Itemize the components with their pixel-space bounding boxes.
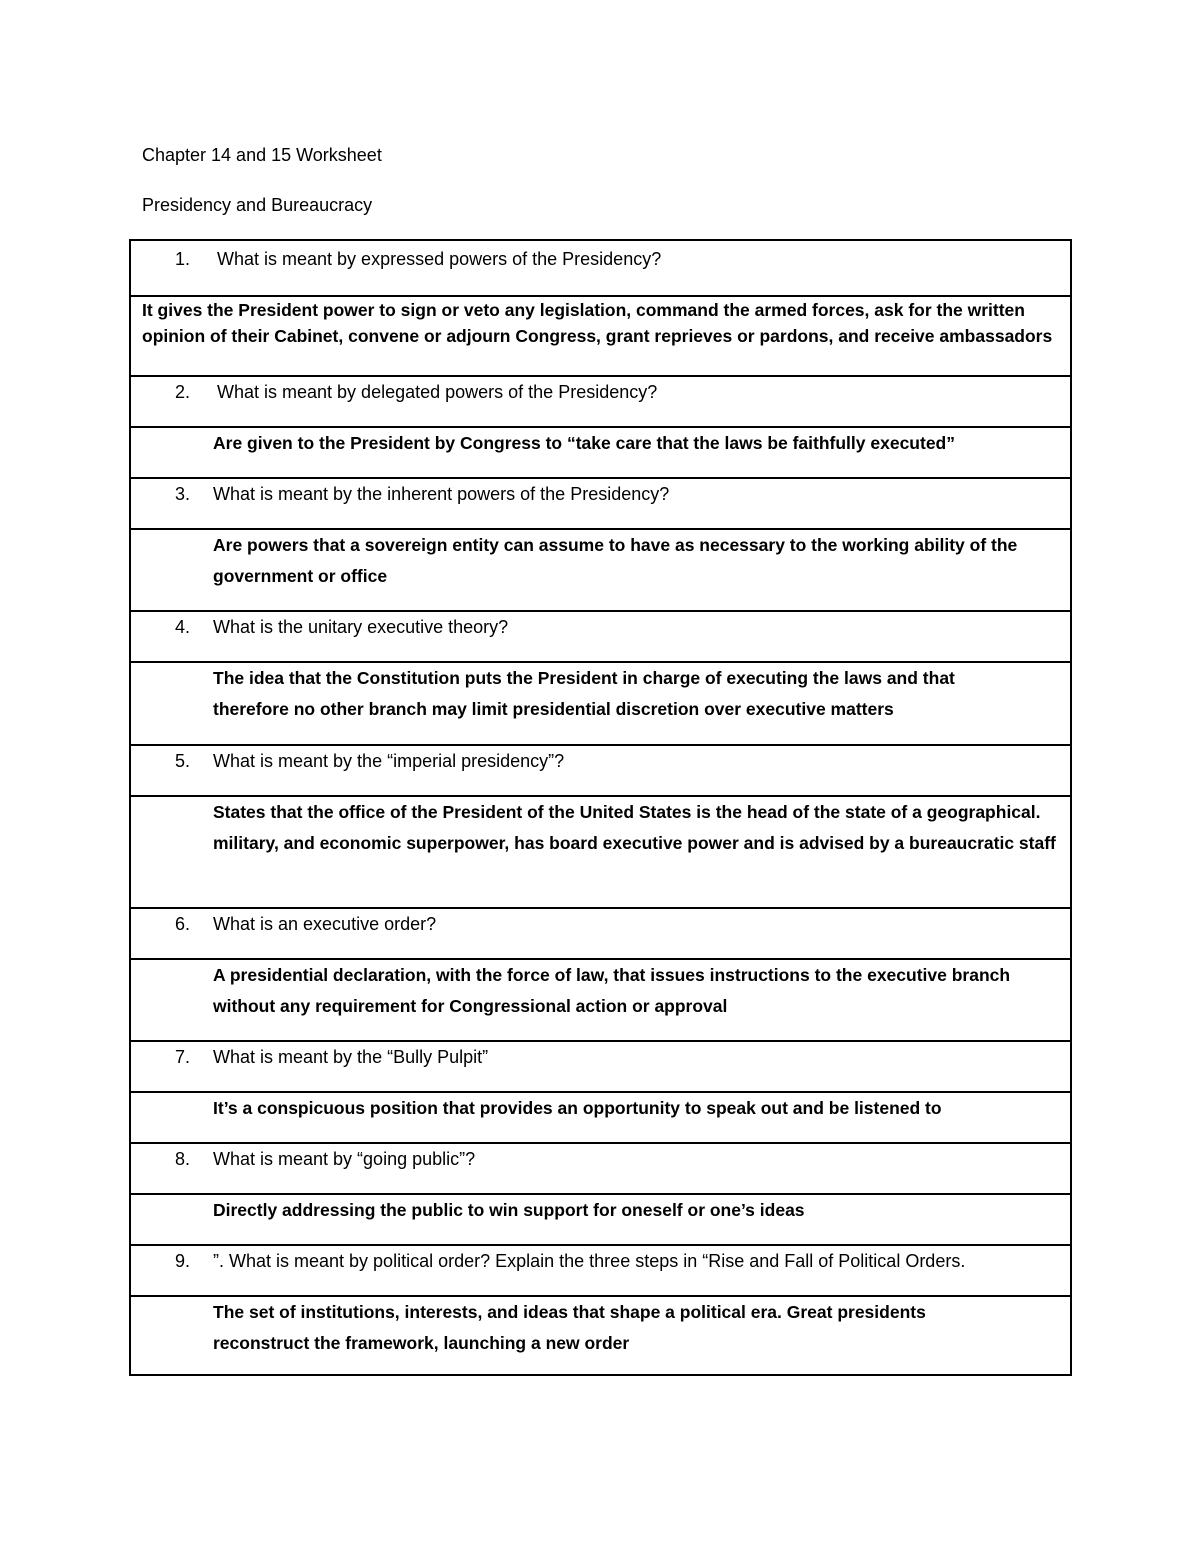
answer-row-3 — [131, 528, 1070, 610]
answer-text: It gives the President power to sign or veto any legislation, command the armed forces, ask for the written opinion of their Cabinet, convene or adjourn Congress, grant reprieves or pardons, and receive ambassadors — [142, 300, 1053, 346]
question-number: 8. — [175, 1149, 191, 1169]
answer-text: Directly addressing the public to win support for oneself or one’s ideas — [213, 1200, 805, 1220]
question-row-6 — [131, 907, 1070, 958]
answer-text: Are powers that a sovereign entity can assume to have as necessary to the working ability of the government or office — [213, 535, 1018, 586]
answer-text: Are given to the President by Congress to “take care that the laws be faithfully executed” — [213, 433, 955, 453]
question-number: 2. — [175, 382, 191, 402]
question-number: 6. — [175, 914, 191, 934]
question-text: What is meant by “going public”? — [213, 1149, 476, 1169]
answer-row-6 — [131, 958, 1070, 1040]
answer-row-1 — [131, 295, 1070, 375]
question-number: 3. — [175, 484, 191, 504]
question-text: What is meant by the “Bully Pulpit” — [213, 1047, 489, 1067]
question-row-9 — [131, 1244, 1070, 1295]
answer-row-4 — [131, 661, 1070, 744]
question-text: What is the unitary executive theory? — [213, 617, 509, 637]
answer-text: The set of institutions, interests, and ideas that shape a political era. Great presidents reconstruct the framework, launching a new order — [213, 1302, 926, 1353]
question-text: What is meant by delegated powers of the Presidency? — [217, 382, 658, 402]
question-number: 7. — [175, 1047, 191, 1067]
answer-text: A presidential declaration, with the force of law, that issues instructions to the executive branch without any requirement for Congressional action or approval — [213, 965, 1011, 1016]
document-subtitle: Presidency and Bureaucracy — [142, 195, 373, 215]
question-row-7 — [131, 1040, 1070, 1091]
question-row-4 — [131, 610, 1070, 661]
question-row-1 — [131, 241, 1070, 295]
question-number: 4. — [175, 617, 191, 637]
answer-text: The idea that the Constitution puts the President in charge of executing the laws and that therefore no other branch may limit presidential discretion over executive matters — [213, 668, 955, 719]
question-text: What is an executive order? — [213, 914, 437, 934]
question-row-3 — [131, 477, 1070, 528]
answer-row-9 — [131, 1295, 1070, 1374]
answer-row-2 — [131, 426, 1070, 477]
answer-text: It’s a conspicuous position that provides an opportunity to speak out and be listened to — [213, 1098, 942, 1118]
question-text: What is meant by the inherent powers of the Presidency? — [213, 484, 670, 504]
question-row-2 — [131, 375, 1070, 426]
answer-row-5 — [131, 795, 1070, 907]
question-text: What is meant by the “imperial presidency”? — [213, 751, 565, 771]
worksheet-table — [129, 239, 1072, 1376]
question-row-8 — [131, 1142, 1070, 1193]
answer-text: States that the office of the President of the United States is the head of the state of a geographical. military, and economic superpower, has board executive power and is advised by a bureaucratic staff — [213, 802, 1056, 853]
document-title: Chapter 14 and 15 Worksheet — [142, 145, 382, 165]
question-row-5 — [131, 744, 1070, 795]
question-text: What is meant by expressed powers of the Presidency? — [217, 249, 662, 269]
question-number: 1. — [175, 249, 191, 269]
answer-row-8 — [131, 1193, 1070, 1244]
question-number: 5. — [175, 751, 191, 771]
answer-row-7 — [131, 1091, 1070, 1142]
question-number: 9. — [175, 1251, 191, 1271]
question-text: ”. What is meant by political order? Explain the three steps in “Rise and Fall of Political Orders. — [213, 1251, 966, 1271]
